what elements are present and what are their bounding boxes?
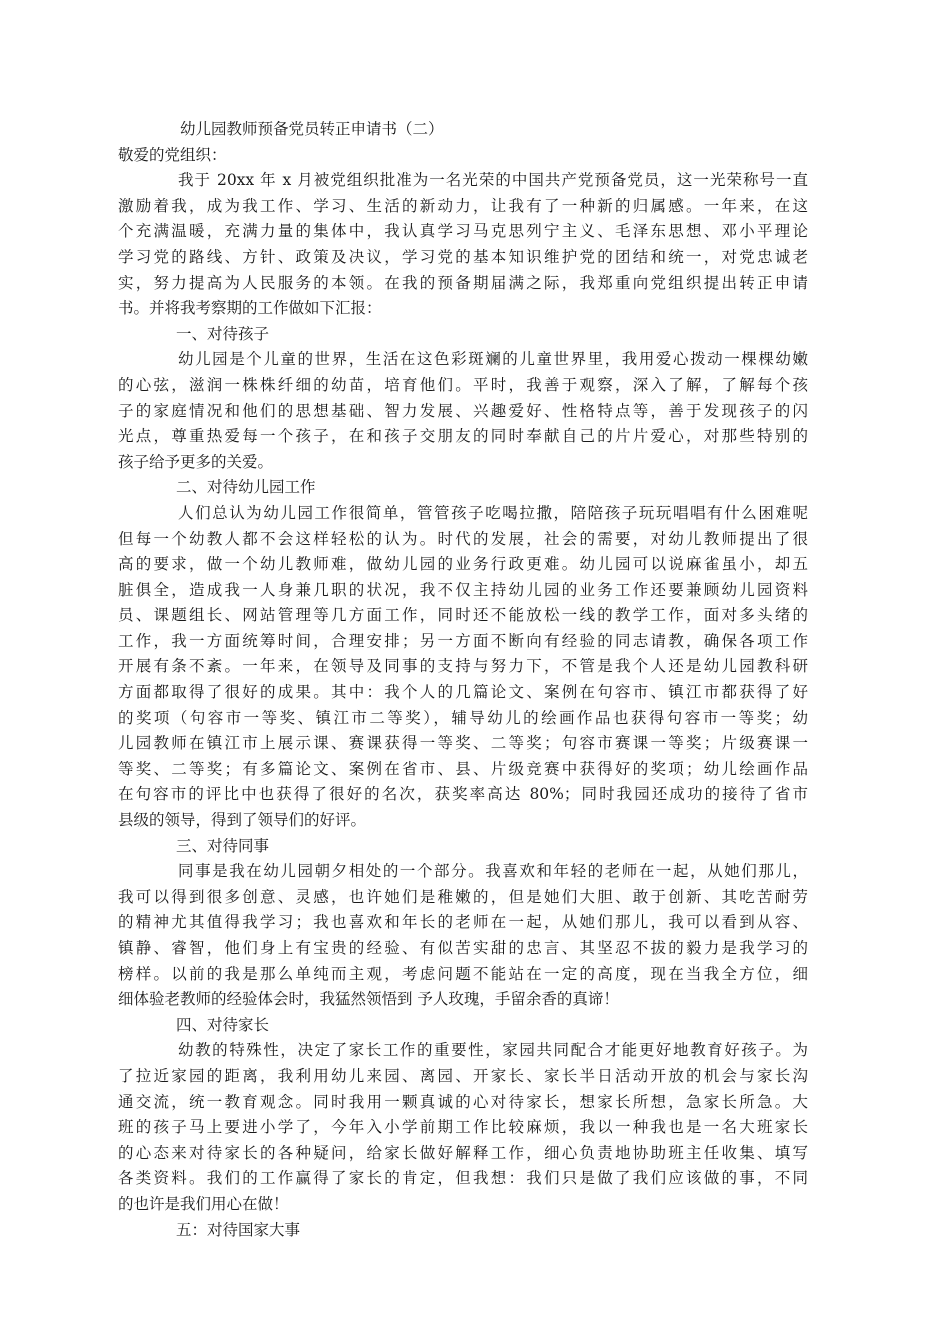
heading-text: 四、对待家长: [176, 1015, 270, 1034]
paragraph-line: 镇静、睿智，他们身上有宝贵的经验、有似苦实甜的忠言、其坚忍不拔的毅力是我学习的: [118, 939, 808, 957]
paragraph-line: 的心态来对待家长的各种疑问，给家长做好解释工作，细心负责地协助班主任收集、填写: [118, 1143, 808, 1162]
paragraph-line: 同事是我在幼儿园朝夕相处的一个部分。我喜欢和年轻的老师在一起，从她们那儿，: [178, 862, 808, 881]
paragraph-line: 高的要求，做一个幼儿教师难，做幼儿园的业务行政更难。幼儿园可以说麻雀虽小，却五: [118, 555, 808, 574]
section-heading: [118, 1218, 808, 1244]
paragraph-line: 榜样。以前的我是那么单纯而主观，考虑问题不能站在一定的高度，现在当我全方位，细: [118, 964, 808, 983]
heading-text: 一、对待孩子: [176, 324, 270, 343]
paragraph-line: 等奖、二等奖；有多篇论文、案例在省市、县、片级竞赛中获得好的奖项；幼儿绘画作品: [118, 759, 808, 778]
paragraph-line: 人们总认为幼儿园工作很简单，管管孩子吃喝拉撒，陪陪孩子玩玩唱唱有什么困难呢: [178, 503, 808, 522]
section-heading: [118, 322, 808, 348]
salutation: 敬爱的党组织：: [118, 145, 227, 164]
paragraph-line: 激励着我，成为我工作、学习、生活的新动力，让我有了一种新的归属感。一年来，在这: [118, 196, 808, 215]
heading-text: 三、对待同事: [176, 836, 270, 855]
paragraph-line: 了拉近家园的距离，我利用幼儿来园、离园、开家长、家长半日活动开放的机会与家长沟: [118, 1066, 808, 1085]
paragraph-line: 方面都取得了很好的成果。其中：我个人的几篇论文、案例在句容市、镇江市都获得了好: [118, 683, 808, 702]
paragraph-line: 光点，尊重热爱每一个孩子，在和孩子交朋友的同时奉献自己的片片爱心，对那些特别的: [118, 427, 808, 446]
paragraph-line: 工作，我一方面统筹时间，合理安排；另一方面不断向有经验的同志请教，确保各项工作: [118, 631, 808, 650]
heading-text: 二、对待幼儿园工作: [176, 478, 316, 497]
paragraph-line: 的也许是我们用心在做！: [118, 1194, 289, 1213]
paragraph-line: 书。并将我考察期的工作做如下汇报：: [118, 299, 382, 318]
paragraph-line: 班的孩子马上要进小学了，今年入小学前期工作比较麻烦，我以一种我也是一名大班家长: [118, 1118, 808, 1137]
paragraph-line: 脏俱全，造成我一人身兼几职的状况，我不仅主持幼儿园的业务工作还要兼顾幼儿园资料: [118, 580, 808, 599]
paragraph-line: 子的家庭情况和他们的思想基础、智力发展、兴趣爱好、性格特点等，善于发现孩子的闪: [118, 401, 808, 420]
section-heading: [118, 475, 808, 501]
paragraph-line: 学习党的路线、方针、政策及决议，学习党的基本知识维护党的团结和统一，对党忠诚老: [118, 247, 808, 266]
paragraph-line: 的精神尤其值得我学习；我也喜欢和年长的老师在一起，从她们那儿，我可以看到从容、: [118, 913, 808, 932]
paragraph-line: 各类资料。我们的工作赢得了家长的肯定，但我想：我们只是做了我们应该做的事，不同: [118, 1169, 808, 1188]
paragraph-line: 儿园教师在镇江市上展示课、赛课获得一等奖、二等奖；句容市赛课一等奖；片级赛课一: [118, 734, 808, 753]
paragraph: [118, 347, 808, 475]
paragraph-line: 县级的领导，得到了领导们的好评。: [118, 811, 367, 830]
section-heading: [118, 1013, 808, 1039]
heading-text: 五：对待国家大事: [176, 1220, 301, 1239]
paragraph-line: 孩子给予更多的关爱。: [118, 452, 274, 471]
paragraph-line: 开展有条不紊。一年来，在领导及同事的支持与努力下，不管是我个人还是幼儿园教科研: [118, 657, 808, 676]
paragraph: [118, 859, 808, 1013]
paragraph-line: 幼教的特殊性，决定了家长工作的重要性，家园共同配合才能更好地教育好孩子。为: [178, 1041, 808, 1060]
section-heading: [118, 834, 808, 860]
paragraph-line: 的心弦，滋润一株株纤细的幼苗，培育他们。平时，我善于观察，深入了解，了解每个孩: [118, 375, 808, 394]
paragraph-line: 的奖项（句容市一等奖、镇江市二等奖），辅导幼儿的绘画作品也获得句容市一等奖；幼: [118, 708, 808, 727]
paragraph-line: 实，努力提高为人民服务的本领。在我的预备期届满之际，我郑重向党组织提出转正申请: [118, 273, 808, 292]
paragraph-line: 我可以得到很多创意、灵感，也许她们是稚嫩的，但是她们大胆、敢于创新、其吃苦耐劳: [118, 887, 808, 906]
paragraph-line: 在句容市的评比中也获得了很好的名次，获奖率高达 80%；同时我园还成功的接待了省市: [118, 785, 808, 804]
paragraph: [118, 501, 808, 834]
paragraph-line: 个充满温暖，充满力量的集体中，我认真学习马克思列宁主义、毛泽东思想、邓小平理论: [118, 222, 808, 241]
paragraph-line: 但每一个幼教人都不会这样轻松的认为。时代的发展，社会的需要，对幼儿教师提出了很: [118, 529, 808, 548]
document-body: [118, 117, 808, 1243]
paragraph-line: 细体验老教师的经验体会时，我猛然领悟到 予人玫瑰，手留余香的真谛！: [118, 990, 619, 1009]
paragraph: [118, 1038, 808, 1217]
paragraph-line: 幼儿园是个儿童的世界，生活在这色彩斑斓的儿童世界里，我用爱心拨动一棵棵幼嫩: [178, 350, 808, 369]
paragraph-line: 我于 20xx 年 x 月被党组织批准为一名光荣的中国共产党预备党员，这一光荣称号一直: [178, 171, 808, 190]
document-title: 幼儿园教师预备党员转正申请书（二）: [180, 120, 444, 138]
paragraph-line: 员、课题组长、网站管理等几方面工作，同时还不能放松一线的教学工作，面对多头绪的: [118, 606, 808, 625]
paragraph-line: 通交流，统一教育观念。同时我用一颗真诚的心对待家长，想家长所想，急家长所急。大: [118, 1092, 808, 1111]
paragraph: [118, 168, 808, 322]
